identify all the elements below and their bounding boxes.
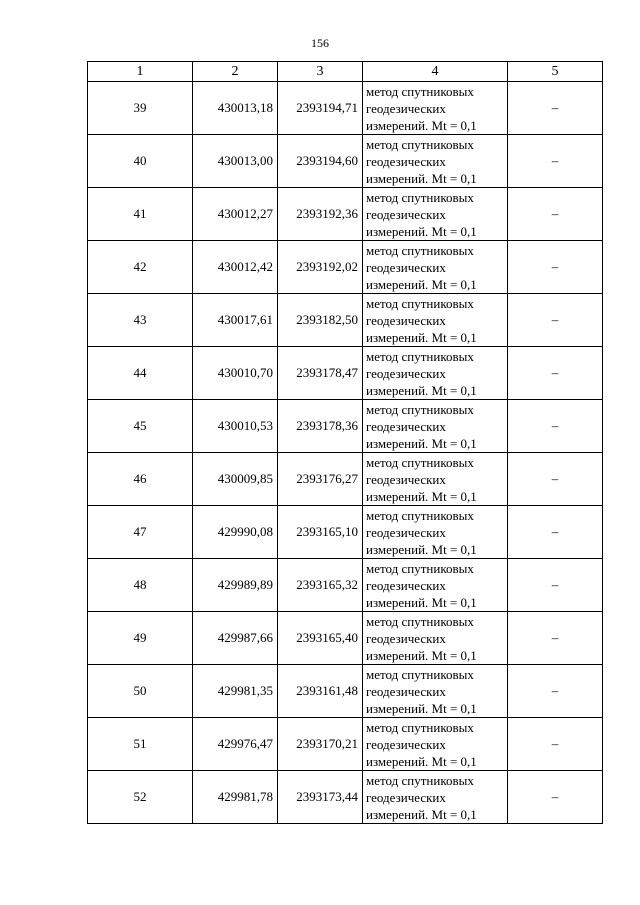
table-row <box>88 82 603 135</box>
method-line: геодезических <box>366 683 446 699</box>
point-number-cell: 43 <box>88 294 193 347</box>
method-cell <box>363 453 508 506</box>
table-row <box>88 559 603 612</box>
method-cell <box>363 347 508 400</box>
y-coordinate-cell: 2393178,36 <box>278 400 363 453</box>
point-number-cell: 49 <box>88 612 193 665</box>
y-coordinate-cell: 2393194,60 <box>278 135 363 188</box>
y-coordinate-cell: 2393176,27 <box>278 453 363 506</box>
x-coordinate-cell: 429990,08 <box>193 506 278 559</box>
method-cell <box>363 665 508 718</box>
method-line: метод спутниковых <box>366 242 474 258</box>
method-cell <box>363 241 508 294</box>
point-number-cell: 46 <box>88 453 193 506</box>
x-coordinate-cell: 429981,35 <box>193 665 278 718</box>
table-row <box>88 771 603 824</box>
method-line: измерений. Mt = 0,1 <box>366 382 477 398</box>
x-coordinate-cell: 430012,27 <box>193 188 278 241</box>
method-line: измерений. Mt = 0,1 <box>366 806 477 822</box>
y-coordinate-cell: 2393192,36 <box>278 188 363 241</box>
point-number-cell: 45 <box>88 400 193 453</box>
table-row <box>88 241 603 294</box>
y-coordinate-cell: 2393178,47 <box>278 347 363 400</box>
method-cell <box>363 612 508 665</box>
note-cell: – <box>508 241 603 294</box>
column-header-3: 3 <box>278 62 363 82</box>
point-number-cell: 44 <box>88 347 193 400</box>
method-line: метод спутниковых <box>366 772 474 788</box>
method-line: геодезических <box>366 153 446 169</box>
method-cell <box>363 506 508 559</box>
y-coordinate-cell: 2393170,21 <box>278 718 363 771</box>
y-coordinate-cell: 2393192,02 <box>278 241 363 294</box>
method-line: измерений. Mt = 0,1 <box>366 276 477 292</box>
method-line: измерений. Mt = 0,1 <box>366 170 477 186</box>
method-line: метод спутниковых <box>366 83 474 99</box>
column-header-4: 4 <box>363 62 508 82</box>
note-cell: – <box>508 718 603 771</box>
point-number-cell: 51 <box>88 718 193 771</box>
method-line: измерений. Mt = 0,1 <box>366 647 477 663</box>
note-cell: – <box>508 135 603 188</box>
table-row <box>88 718 603 771</box>
note-cell: – <box>508 347 603 400</box>
method-line: геодезических <box>366 206 446 222</box>
point-number-cell: 39 <box>88 82 193 135</box>
note-cell: – <box>508 400 603 453</box>
x-coordinate-cell: 430017,61 <box>193 294 278 347</box>
method-line: геодезических <box>366 789 446 805</box>
table-row <box>88 135 603 188</box>
y-coordinate-cell: 2393165,10 <box>278 506 363 559</box>
method-line: геодезических <box>366 259 446 275</box>
column-header-2: 2 <box>193 62 278 82</box>
x-coordinate-cell: 429987,66 <box>193 612 278 665</box>
method-line: измерений. Mt = 0,1 <box>366 753 477 769</box>
method-cell <box>363 718 508 771</box>
point-number-cell: 47 <box>88 506 193 559</box>
method-line: геодезических <box>366 312 446 328</box>
table-row <box>88 506 603 559</box>
column-header-5: 5 <box>508 62 603 82</box>
method-line: измерений. Mt = 0,1 <box>366 700 477 716</box>
method-line: метод спутниковых <box>366 719 474 735</box>
method-line: метод спутниковых <box>366 401 474 417</box>
table-row <box>88 400 603 453</box>
table-row <box>88 294 603 347</box>
method-cell <box>363 294 508 347</box>
note-cell: – <box>508 453 603 506</box>
method-line: метод спутниковых <box>366 666 474 682</box>
table-body <box>88 82 603 824</box>
method-line: метод спутниковых <box>366 295 474 311</box>
method-cell <box>363 400 508 453</box>
method-line: геодезических <box>366 471 446 487</box>
y-coordinate-cell: 2393161,48 <box>278 665 363 718</box>
x-coordinate-cell: 429976,47 <box>193 718 278 771</box>
method-line: измерений. Mt = 0,1 <box>366 541 477 557</box>
note-cell: – <box>508 188 603 241</box>
table-row <box>88 612 603 665</box>
point-number-cell: 40 <box>88 135 193 188</box>
method-line: метод спутниковых <box>366 189 474 205</box>
note-cell: – <box>508 771 603 824</box>
method-line: измерений. Mt = 0,1 <box>366 329 477 345</box>
method-cell <box>363 82 508 135</box>
method-line: геодезических <box>366 524 446 540</box>
note-cell: – <box>508 506 603 559</box>
table-row <box>88 453 603 506</box>
point-number-cell: 41 <box>88 188 193 241</box>
method-line: метод спутниковых <box>366 348 474 364</box>
note-cell: – <box>508 612 603 665</box>
method-cell <box>363 135 508 188</box>
y-coordinate-cell: 2393165,32 <box>278 559 363 612</box>
note-cell: – <box>508 559 603 612</box>
y-coordinate-cell: 2393165,40 <box>278 612 363 665</box>
table-row <box>88 188 603 241</box>
method-line: метод спутниковых <box>366 613 474 629</box>
method-line: геодезических <box>366 577 446 593</box>
method-line: геодезических <box>366 736 446 752</box>
method-line: геодезических <box>366 100 446 116</box>
method-line: измерений. Mt = 0,1 <box>366 488 477 504</box>
method-line: измерений. Mt = 0,1 <box>366 594 477 610</box>
note-cell: – <box>508 82 603 135</box>
method-cell <box>363 188 508 241</box>
table-row <box>88 347 603 400</box>
y-coordinate-cell: 2393194,71 <box>278 82 363 135</box>
table-row <box>88 665 603 718</box>
y-coordinate-cell: 2393182,50 <box>278 294 363 347</box>
x-coordinate-cell: 430012,42 <box>193 241 278 294</box>
method-line: геодезических <box>366 365 446 381</box>
note-cell: – <box>508 294 603 347</box>
method-line: метод спутниковых <box>366 454 474 470</box>
x-coordinate-cell: 429981,78 <box>193 771 278 824</box>
x-coordinate-cell: 430009,85 <box>193 453 278 506</box>
x-coordinate-cell: 430010,70 <box>193 347 278 400</box>
method-cell <box>363 771 508 824</box>
method-line: геодезических <box>366 630 446 646</box>
x-coordinate-cell: 430010,53 <box>193 400 278 453</box>
point-number-cell: 50 <box>88 665 193 718</box>
y-coordinate-cell: 2393173,44 <box>278 771 363 824</box>
table-header-row <box>88 62 603 82</box>
page-number: 156 <box>311 36 329 50</box>
x-coordinate-cell: 430013,00 <box>193 135 278 188</box>
x-coordinate-cell: 429989,89 <box>193 559 278 612</box>
method-line: метод спутниковых <box>366 507 474 523</box>
method-line: геодезических <box>366 418 446 434</box>
note-cell: – <box>508 665 603 718</box>
method-line: измерений. Mt = 0,1 <box>366 435 477 451</box>
x-coordinate-cell: 430013,18 <box>193 82 278 135</box>
point-number-cell: 48 <box>88 559 193 612</box>
method-line: измерений. Mt = 0,1 <box>366 117 477 133</box>
method-line: метод спутниковых <box>366 136 474 152</box>
point-number-cell: 42 <box>88 241 193 294</box>
coordinates-table <box>87 61 603 824</box>
column-header-1: 1 <box>88 62 193 82</box>
method-cell <box>363 559 508 612</box>
method-line: метод спутниковых <box>366 560 474 576</box>
point-number-cell: 52 <box>88 771 193 824</box>
method-line: измерений. Mt = 0,1 <box>366 223 477 239</box>
